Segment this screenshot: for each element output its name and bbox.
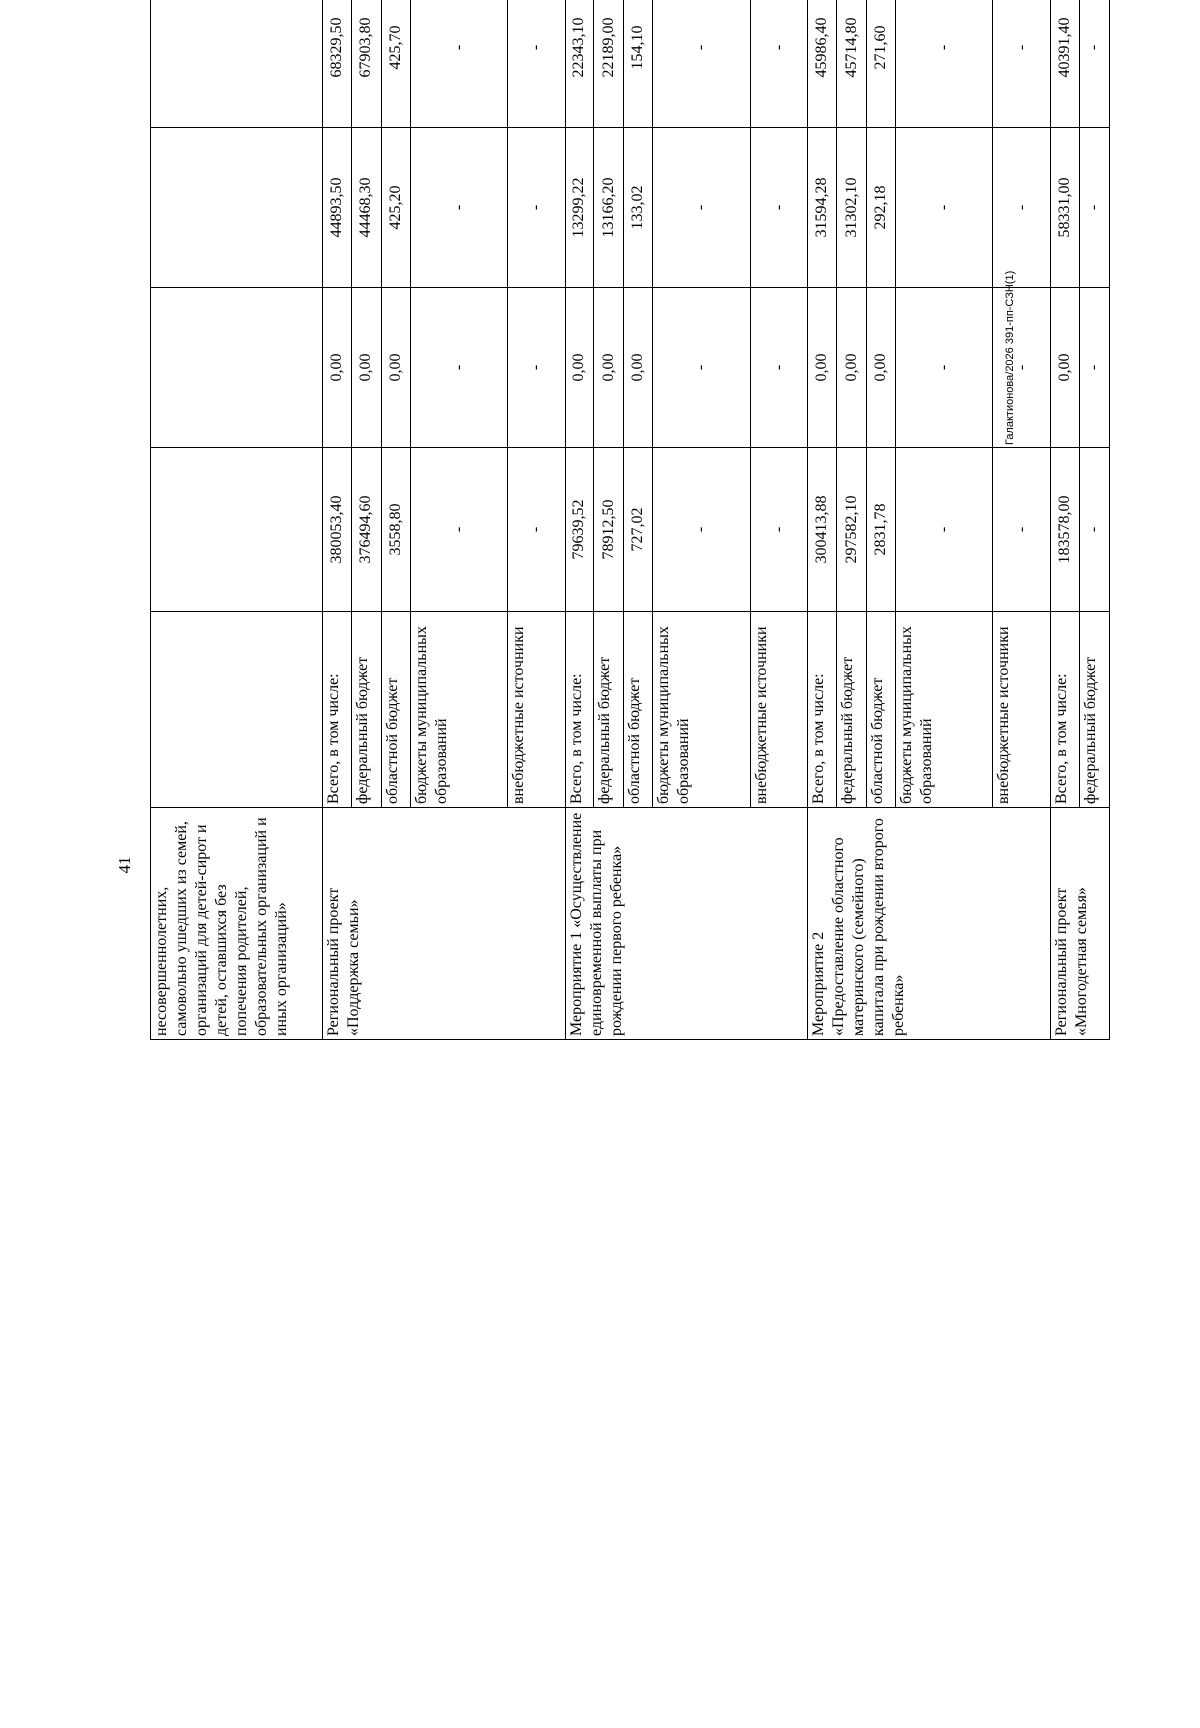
amount-cell: 727,02 — [624, 448, 653, 612]
amount-cell: - — [410, 128, 507, 288]
amount-cell: - — [750, 0, 808, 128]
amount-cell: 45714,80 — [837, 0, 867, 128]
document-code: Галактионова/2026 391-пп-СЗН(1) — [1004, 270, 1016, 445]
amount-cell: - — [1079, 0, 1109, 128]
amount-cell: 0,00 — [867, 288, 896, 448]
funding-source-label: федеральный бюджет — [594, 612, 624, 808]
rotated-table-area — [150, 17, 1110, 1672]
amount-cell: - — [507, 448, 565, 612]
funding-row — [1050, 0, 1079, 1040]
amount-cell: 376494,60 — [351, 448, 381, 612]
amount-cell: 44468,30 — [351, 128, 381, 288]
amount-cell: - — [653, 0, 750, 128]
amount-cell: 0,00 — [322, 288, 351, 448]
amount-cell: 300413,88 — [808, 448, 837, 612]
amount-cell: 154,10 — [624, 0, 653, 128]
amount-cell: 380053,40 — [322, 448, 351, 612]
amount-cell: 0,00 — [1050, 288, 1079, 448]
funding-source-label: бюджеты муниципальных образований — [653, 612, 750, 808]
amount-cell: 0,00 — [351, 288, 381, 448]
funding-row — [565, 0, 594, 1040]
amount-cell: 133,02 — [624, 128, 653, 288]
amount-cell: - — [653, 128, 750, 288]
amount-cell: - — [410, 0, 507, 128]
amount-cell: - — [993, 0, 1051, 128]
amount-cell: 68329,50 — [322, 0, 351, 128]
funding-table-container — [150, 0, 1110, 1040]
amount-cell: 40391,40 — [1050, 0, 1079, 128]
amount-cell: 22343,10 — [565, 0, 594, 128]
funding-source-label: областной бюджет — [624, 612, 653, 808]
funding-source-label: Всего, в том числе: — [808, 612, 837, 808]
amount-cell: - — [895, 0, 992, 128]
amount-cell: - — [750, 128, 808, 288]
amount-cell: 0,00 — [808, 288, 837, 448]
funding-source-label: внебюджетные источники — [507, 612, 565, 808]
amount-cell: 67903,80 — [351, 0, 381, 128]
amount-cell: 297582,10 — [837, 448, 867, 612]
amount-cell: 31302,10 — [837, 128, 867, 288]
amount-cell: - — [895, 448, 992, 612]
amount-cell: 425,20 — [381, 128, 410, 288]
amount-cell: 292,18 — [867, 128, 896, 288]
amount-cell: 58331,00 — [1050, 128, 1079, 288]
amount-cell: - — [1079, 128, 1109, 288]
funding-source-label: внебюджетные источники — [993, 612, 1051, 808]
amount-cell: - — [1079, 448, 1109, 612]
amount-cell: 79639,52 — [565, 448, 594, 612]
amount-cell: 78912,50 — [594, 448, 624, 612]
amount-cell: - — [653, 448, 750, 612]
amount-cell: 13166,20 — [594, 128, 624, 288]
funding-source-label: бюджеты муниципальных образований — [410, 612, 507, 808]
funding-source-label: Всего, в том числе: — [1050, 612, 1079, 808]
intro-row — [151, 0, 323, 1040]
amount-cell: 271,60 — [867, 0, 896, 128]
amount-cell: 44893,50 — [322, 128, 351, 288]
funding-source-label: бюджеты муниципальных образований — [895, 612, 992, 808]
funding-row — [808, 0, 837, 1040]
amount-cell: 0,00 — [624, 288, 653, 448]
amount-cell: - — [653, 288, 750, 448]
amount-cell: 22189,00 — [594, 0, 624, 128]
funding-table — [150, 0, 1110, 1040]
amount-cell: - — [750, 288, 808, 448]
amount-cell: - — [507, 128, 565, 288]
amount-cell: 0,00 — [837, 288, 867, 448]
funding-source-label: федеральный бюджет — [351, 612, 381, 808]
amount-cell: - — [993, 448, 1051, 612]
amount-cell: 0,00 — [565, 288, 594, 448]
funding-row — [322, 0, 351, 1040]
amount-cell: - — [750, 448, 808, 612]
amount-cell: 2831,78 — [867, 448, 896, 612]
amount-cell: 3558,80 — [381, 448, 410, 612]
amount-cell: - — [507, 288, 565, 448]
funding-source-label: федеральный бюджет — [837, 612, 867, 808]
amount-cell: 0,00 — [381, 288, 410, 448]
amount-cell: - — [993, 128, 1051, 288]
funding-source-label: федеральный бюджет — [1079, 612, 1109, 808]
amount-cell: 45986,40 — [808, 0, 837, 128]
page-number: 41 — [115, 856, 134, 874]
amount-cell: 425,70 — [381, 0, 410, 128]
funding-source-label: областной бюджет — [867, 612, 896, 808]
amount-cell: 0,00 — [594, 288, 624, 448]
block-title: Региональный проект «Многодетная семья» — [1050, 808, 1109, 1040]
amount-cell: 13299,22 — [565, 128, 594, 288]
funding-source-label: областной бюджет — [381, 612, 410, 808]
amount-cell: 31594,28 — [808, 128, 837, 288]
amount-cell: - — [507, 0, 565, 128]
amount-cell: - — [1079, 288, 1109, 448]
amount-cell: 183578,00 — [1050, 448, 1079, 612]
amount-cell: - — [410, 448, 507, 612]
amount-cell: - — [993, 288, 1051, 448]
block-title: Мероприятие 1 «Осуществление единовременной выплаты при рождении первого ребенка» — [565, 808, 808, 1040]
amount-cell: - — [895, 128, 992, 288]
block-title: Региональный проект «Поддержка семьи» — [322, 808, 565, 1040]
funding-source-label: Всего, в том числе: — [565, 612, 594, 808]
amount-cell: - — [410, 288, 507, 448]
intro-cell: несовершеннолетних, самовольно ушедших из семей, организаций для детей-сирот и детей, оставшихся без попечения родителей, образовательных организаций и иных организаций» — [151, 808, 323, 1040]
amount-cell: - — [895, 288, 992, 448]
block-title: Мероприятие 2 «Предоставление областного материнского (семейного) капитала при рождении второго ребенка» — [808, 808, 1051, 1040]
funding-source-label: Всего, в том числе: — [322, 612, 351, 808]
funding-source-label: внебюджетные источники — [750, 612, 808, 808]
